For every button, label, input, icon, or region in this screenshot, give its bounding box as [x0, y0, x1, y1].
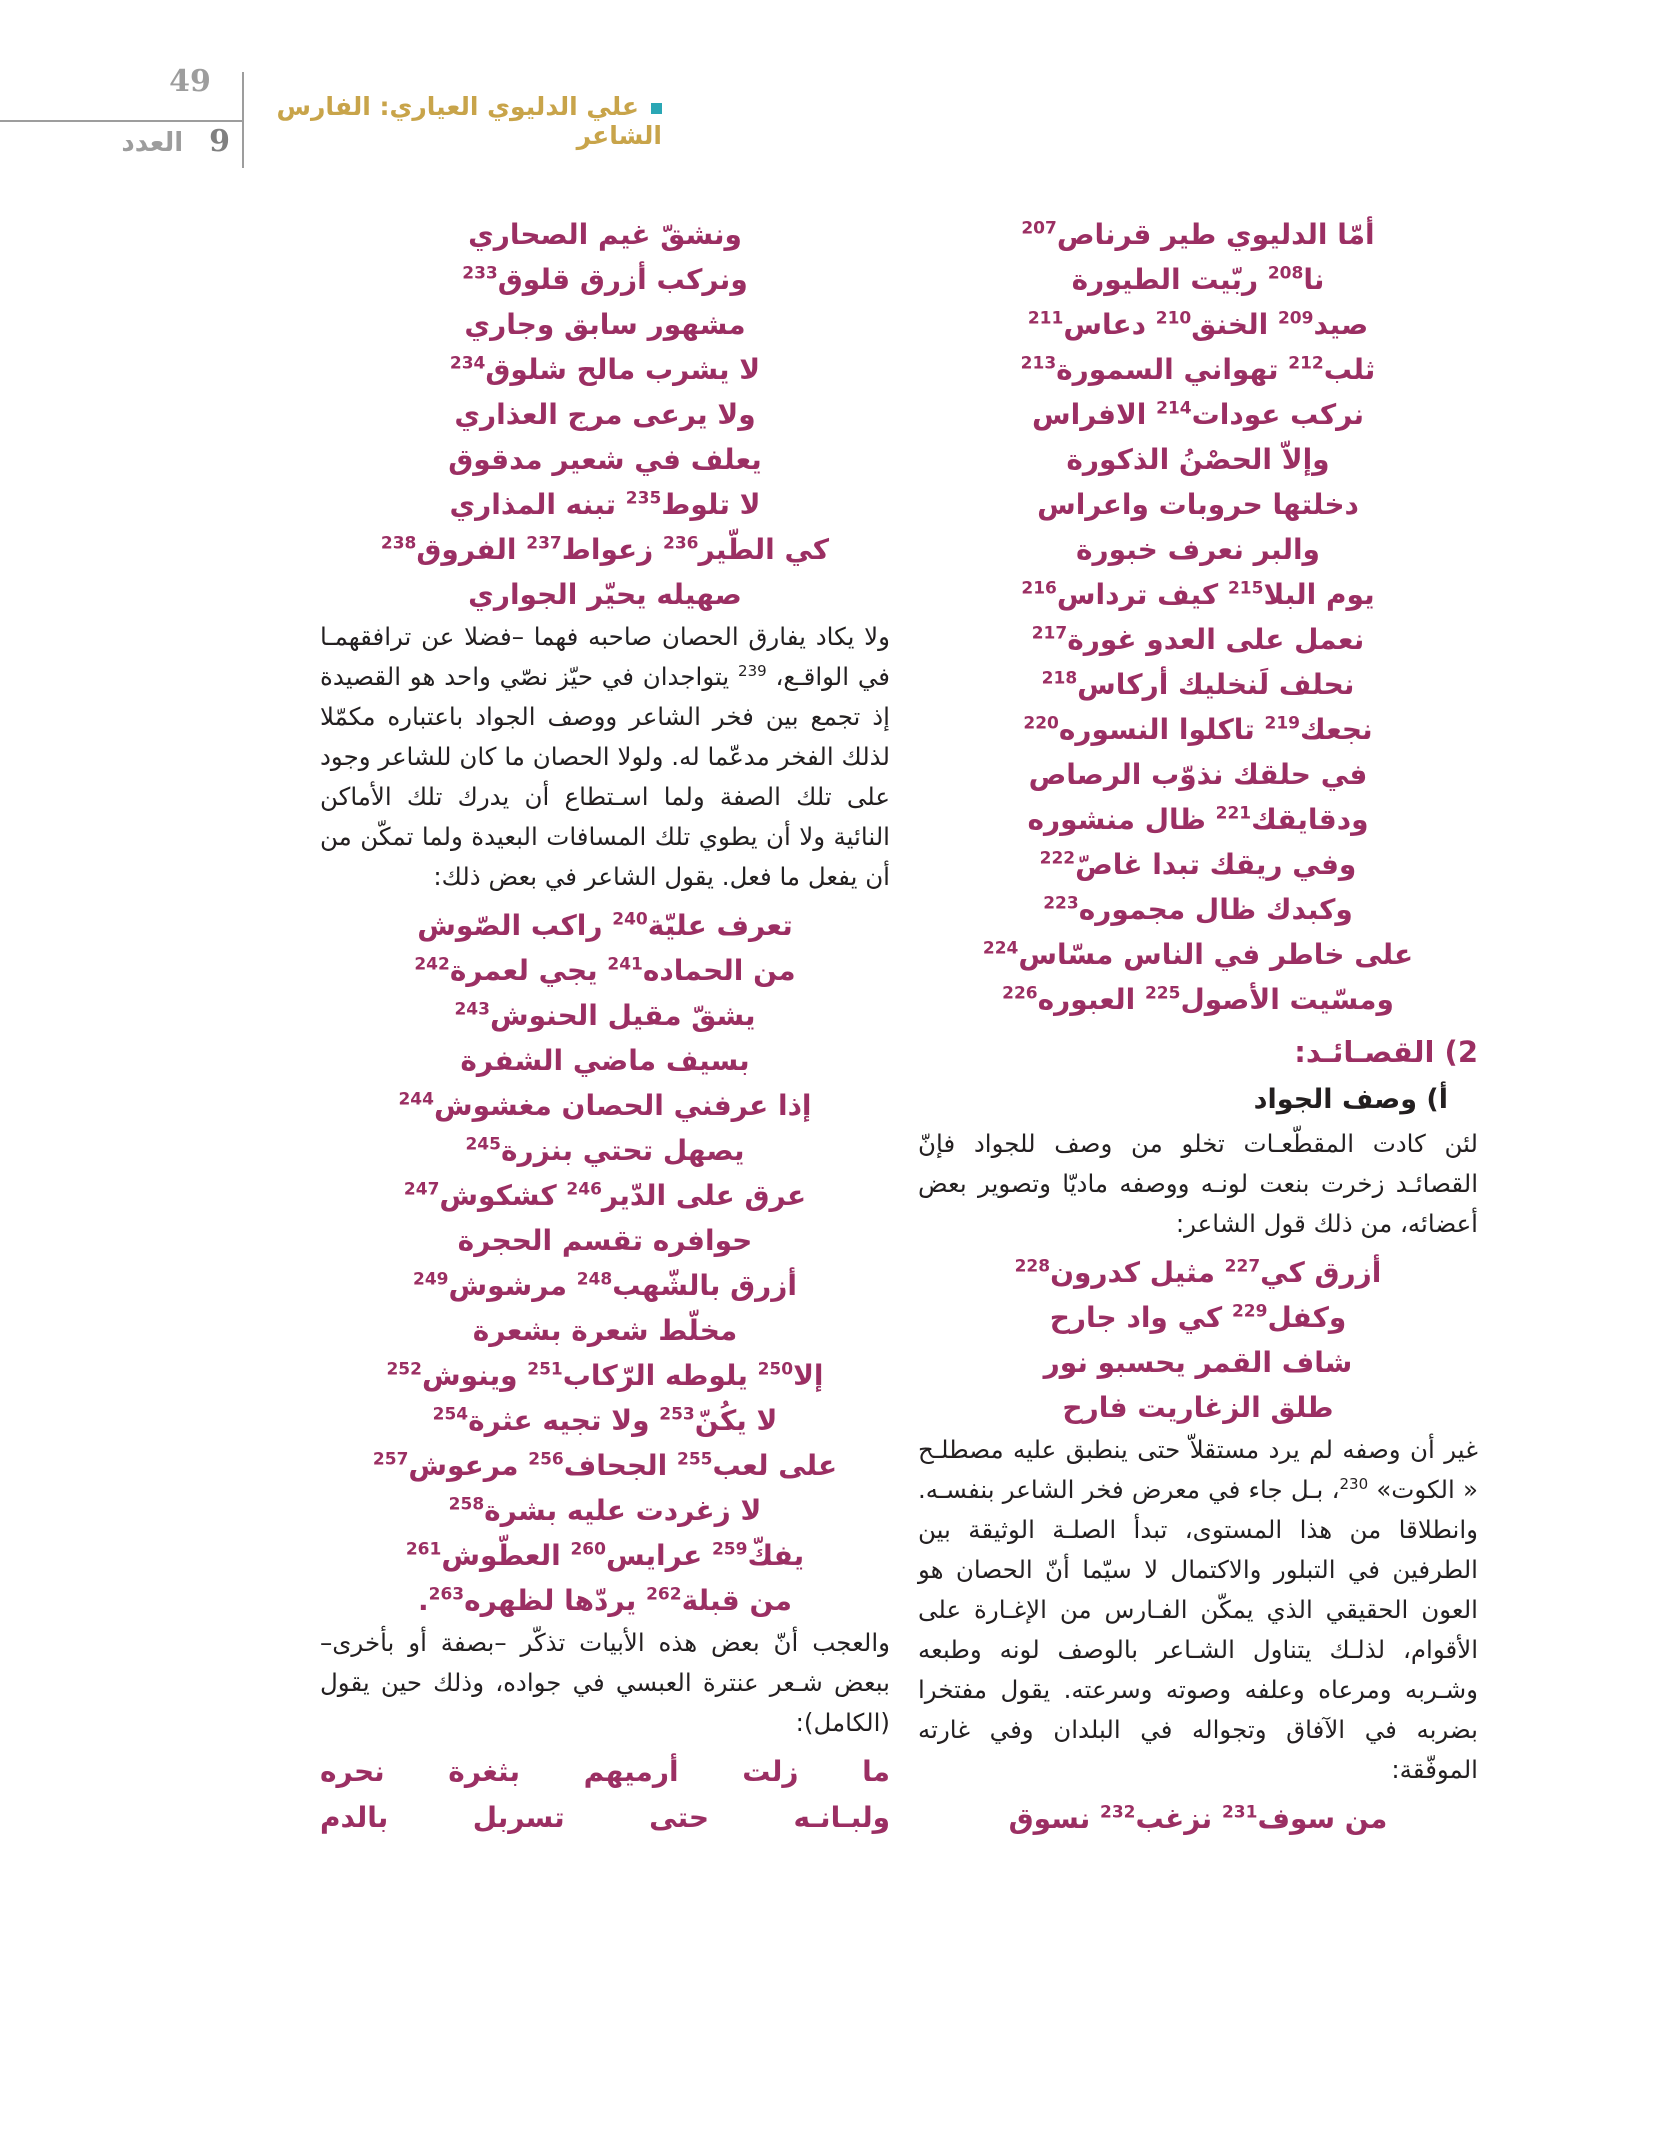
paragraph-description: غير أن وصفه لم يرد مستقلاّ حتى ينطبق عليه مصطلـح « الكوت» $^{230}$، بـل جاء في معرض فخر الشاعر بنفسـه. وانطلاقا من هذا المستوى، تبدأ الصلـة الوثيقة بين الطرفين في التبلور والاكتمال لا سيّما أنّ الحصان هو العون الحقيقي الذي يمكّن الفـارس من الإغـارة على الأقوام، لذلـك يتناول الشـاعر بالوصف لونه وطبعه وشـربه ومرعاه وعلفه وصوته وسرعته. يقول مفتخرا بضربه في الآفاق وتجواله في البلدان وفي غارته الموفّقة: — [918, 1435, 1479, 1784]
subsection-heading: أ) وصف الجواد — [1253, 1084, 1448, 1115]
verse-block-middle-right — [918, 1250, 1478, 1430]
verse-line: والبر نعرف خبورة — [1076, 533, 1320, 566]
section-heading: 2) القصـائـد: — [1294, 1035, 1478, 1069]
issue-number: 9 — [209, 124, 230, 159]
verse-line: على لعب$^{255}$ الجحاف$^{256}$ مرعوش$^{257}$ — [372, 1449, 838, 1482]
running-title — [262, 92, 662, 150]
verse-line: لا تلوط$^{235}$ تبنه المذاري — [449, 488, 761, 521]
issue-label-group — [80, 124, 230, 159]
verse-line: تعرف عليّة$^{240}$ راكب الصّوش — [417, 909, 793, 942]
verse-line: نعمل على العدو غورة$^{217}$ — [1031, 623, 1365, 656]
verse-line: مشهور سابق وجاري — [464, 308, 746, 341]
verse-block-bottom-right — [918, 1796, 1478, 1841]
verse-line: بسيف ماضي الشفرة — [460, 1044, 750, 1077]
verse-line: إذا عرفني الحصان مغشوش$^{244}$ — [398, 1089, 812, 1122]
verse-block-top-left — [320, 212, 890, 617]
paragraph-antara: والعجب أنّ بعض هذه الأبيات تذكّر –بصفة أو بأخرى– ببعض شـعر عنترة العبسي في جواده، وذلك حين يقول (الكامل): — [320, 1628, 890, 1737]
verse-line: كي الطّير$^{236}$ زعواط$^{237}$ الفروق$^{238}$ — [380, 533, 830, 566]
verse-line: نجعك$^{219}$ تاكلوا النسوره$^{220}$ — [1023, 713, 1373, 746]
paragraph-companionship: ولا يكاد يفارق الحصان صاحبه فهما –فضلا عن ترافقهمـا في الواقـع، $^{239}$ يتواجدان في حيّز نصّي واحد هو القصيدة إذ تجمع بين فخر الشاعر ووصف الجواد باعتباره مكمّلا لذلك الفخر مدعّما له. ولولا الحصان ما كان للشاعر وجود على تلك الصفة ولما اسـتطاع أن يدرك تلك الأماكن النائية ولا أن يطوي تلك المسافات البعيدة ولما تمكّن من أن يفعل ما فعل. يقول الشاعر في بعض ذلك: — [320, 622, 891, 891]
verse-line: لا يشرب مالح شلوق$^{234}$ — [449, 353, 761, 386]
verse-line: ولا يرعى مرج العذاري — [454, 398, 756, 431]
verse-block-middle-left — [320, 903, 890, 1623]
verse-word: ما — [862, 1755, 890, 1788]
paragraph-intro: لئن كادت المقطّعـات تخلو من وصف للجواد فإنّ القصائـد زخرت بنعت لونـه ووصفه ماديّا وتصوير بعض أعضائه، من ذلك قول الشاعر: — [918, 1129, 1478, 1238]
verse-line: أزرق بالشّهب$^{248}$ مرشوش$^{249}$ — [412, 1269, 797, 1302]
verse-block-top-right — [918, 212, 1478, 1022]
verse-word: حتى — [649, 1801, 710, 1834]
verse-line: يفكّ$^{259}$ عرايس$^{260}$ العطّوش$^{261}$ — [405, 1539, 805, 1572]
verse-line: من قبلة$^{262}$ يردّها لظهره$^{263}$. — [417, 1584, 793, 1617]
verse-line: ونشقّ غيم الصحاري — [468, 218, 742, 251]
issue-label: العدد — [121, 128, 184, 158]
verse-word: بالدم — [320, 1801, 389, 1834]
antara-verse-line-2 — [320, 1795, 890, 1841]
antara-verse-line-1 — [320, 1749, 890, 1795]
verse-line: ودقايقك$^{221}$ ظال منشوره — [1027, 803, 1369, 836]
verse-line: عرق على الدّير$^{246}$ كشكوش$^{247}$ — [403, 1179, 807, 1212]
verse-word: نحره — [320, 1755, 385, 1788]
verse-line: أزرق كي$^{227}$ مثيل كدرون$^{228}$ — [1014, 1256, 1382, 1289]
verse-line: يصهل تحتي بنزرة$^{245}$ — [465, 1134, 745, 1167]
verse-line: مخلّط شعرة بشعرة — [472, 1314, 738, 1347]
verse-line: حوافره تقسم الحجرة — [457, 1224, 753, 1257]
verse-line: نركب عودات$^{214}$ الافراس — [1031, 398, 1365, 431]
verse-line: نا$^{208}$ ربّيت الطيورة — [1071, 263, 1325, 296]
running-title-text: علي الدليوي العياري: الفارس الشاعر — [276, 92, 662, 150]
verse-word: تسربل — [472, 1801, 565, 1834]
header-rule-vertical — [242, 72, 244, 168]
verse-line: يشقّ مقيل الحنوش$^{243}$ — [454, 999, 756, 1032]
verse-word: أرميهم — [583, 1755, 679, 1788]
verse-line: وفي ريقك تبدا غاصّ$^{222}$ — [1039, 848, 1357, 881]
title-marker-square — [651, 103, 662, 114]
verse-line: من الحماده$^{241}$ يجي لعمرة$^{242}$ — [414, 954, 796, 987]
verse-line: صيد$^{209}$ الخنق$^{210}$ دعاس$^{211}$ — [1027, 308, 1369, 341]
verse-line: وإلاّ الحصْنُ الذكورة — [1066, 443, 1330, 476]
page-header — [0, 0, 1674, 170]
verse-line: في حلقك نذوّب الرصاص — [1028, 758, 1368, 791]
verse-line: يوم البلا$^{215}$ كيف ترداس$^{216}$ — [1021, 578, 1375, 611]
verse-word: زلت — [742, 1755, 799, 1788]
verse-line: طلق الزغاريت فارح — [1062, 1391, 1334, 1424]
verse-line: لا زغردت عليه بشرة$^{258}$ — [448, 1494, 762, 1527]
verse-line: من سوف$^{231}$ نزغب$^{232}$ نسوق — [1008, 1802, 1388, 1835]
verse-line: نحلف لَنخليك أركاس$^{218}$ — [1041, 668, 1355, 701]
header-rule-horizontal — [0, 120, 242, 122]
verse-line: يعلف في شعير مدقوق — [448, 443, 762, 476]
verse-line: ثلب$^{212}$ تهواني السمورة$^{213}$ — [1020, 353, 1376, 386]
verse-line: ونركب أزرق قلوق$^{233}$ — [462, 263, 748, 296]
page-number: 49 — [169, 64, 211, 99]
verse-line: وكفل$^{229}$ كي واد جارح — [1049, 1301, 1347, 1334]
verse-line: صهيله يحيّر الجواري — [468, 578, 742, 611]
right-column — [918, 212, 1478, 1841]
verse-line: دخلتها حروبات واعراس — [1037, 488, 1359, 521]
verse-line: شاف القمر يحسبو نور — [1043, 1346, 1353, 1379]
verse-line: إلا$^{250}$ يلوطه الرّكاب$^{251}$ وينوش$^{252}$ — [386, 1359, 824, 1392]
verse-line: لا يكُنّ$^{253}$ ولا تجيه عثرة$^{254}$ — [432, 1404, 778, 1437]
verse-line: ومسّيت الأصول$^{225}$ العبوره$^{226}$ — [1002, 983, 1394, 1016]
verse-word: ولبـانـه — [793, 1801, 890, 1834]
verse-line: وكبدك ظال مجموره$^{223}$ — [1043, 893, 1353, 926]
verse-line: أمّا الدليوي طير قرناص$^{207}$ — [1021, 218, 1375, 251]
verse-word: بثغرة — [448, 1755, 520, 1788]
left-column — [320, 212, 890, 1841]
verse-line: على خاطر في الناس مسّاس$^{224}$ — [982, 938, 1414, 971]
